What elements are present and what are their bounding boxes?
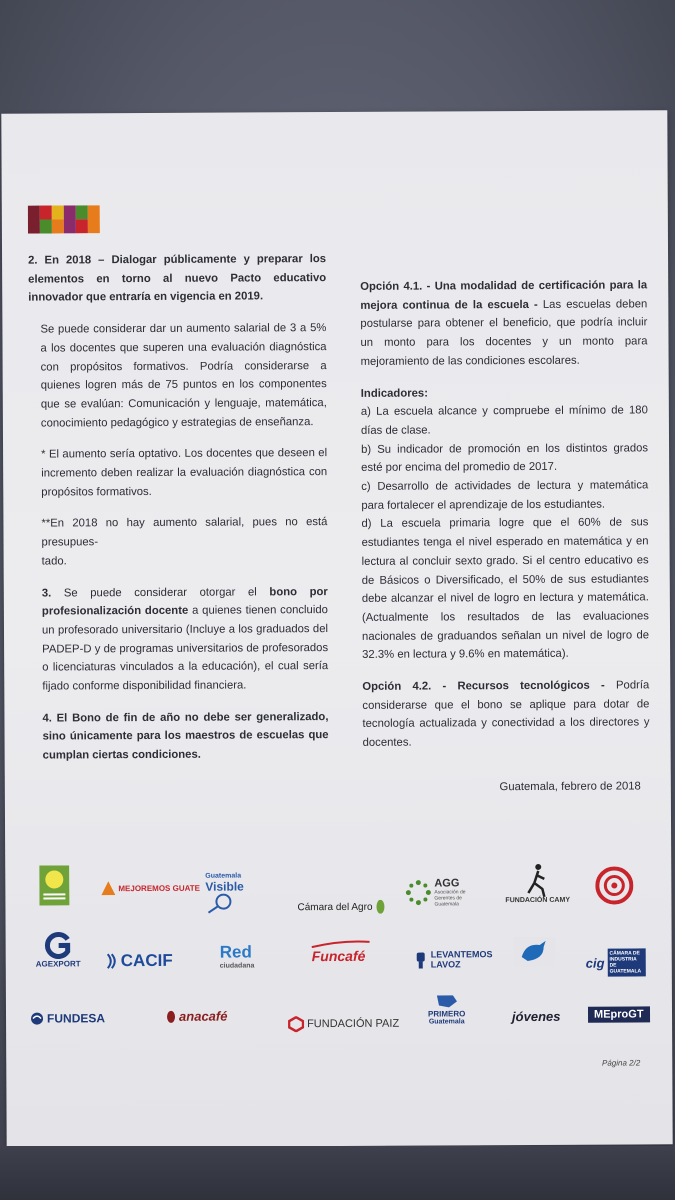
document-page [1,110,672,1147]
logo-agexport: AGEXPORT [36,931,81,968]
indicator-b: b) Su indicador de promoción en los distintos grados esté por encima del promedio de 2017. [361,441,649,475]
option-4-1: Opción 4.1. - Una modalidad de certificación para la mejora continua de la escuela - Las escuelas deben postularse para obtener el beneficio, que podría incluir un monto para los docentes y un monto para mejoramiento de las condiciones escolares. [360,279,648,368]
logo-camara-industria: cig CÁMARA DE INDUSTRIA DE GUATEMALA [586,948,646,976]
logo-jovenes: jóvenes [511,1008,561,1025]
logo-twitter-bird [514,937,556,967]
logo-cacif: CACIF [106,951,173,971]
mejoremos-icon [101,881,115,895]
logo-anacafe: anacafé [166,1009,227,1024]
indicators-title: Indicadores: [360,387,428,400]
target-icon [595,866,633,904]
runner-icon [523,863,553,897]
place-date: Guatemala, febrero de 2018 [499,780,641,794]
logo-fundacion-paiz: FUNDACIÓN PAIZ [288,1016,399,1033]
note-optional: * El aumento sería optativo. Los docentes que deseen el incremento deben realizar la evaluación diagnóstica con propósitos formativos. [41,447,328,499]
bird-icon [514,937,556,967]
left-column [28,250,329,778]
empresarios-logo-icon [39,865,69,905]
logo-guatemala-visible: Guatemala Visible [205,872,244,913]
agexport-g-icon [44,931,72,959]
indicator-c: c) Desarrollo de actividades de lectura y matemática para fortalecer el aprendizaje de los estudiantes. [361,479,649,512]
logo-funcafe: Funcafé [312,940,370,964]
logo-alianza-educacion [595,866,633,904]
right-column [360,276,650,765]
logo-mejoremos-guate: MEJOREMOS GUATE [101,881,200,896]
note-no-increase: **En 2018 no hay aumento salarial, pues no está presupues- tado. [41,516,328,568]
item4: 4. El Bono de fin de año no debe ser generalizado, sino únicamente para los maestros de escuelas que cumplan ciertas condiciones. [42,710,329,762]
item2-heading: 2. En 2018 – Dialogar públicamente y preparar los elementos en torno al nuevo Pacto educativo innovador que entraría en vigencia en 2019. [28,253,327,305]
logo-meprogt: MEproGT [588,1006,650,1022]
item3: 3. Se puede considerar otorgar el bono por profesionalización docente a quienes tienen concluido un profesorado universitario (Incluye a los graduados del PADEP-D y de programas universitarios de profesorados o licenciaturas vinculados a la educación), el cual sería fijado conforme disponibilidad financiera. [41,585,329,693]
indicator-d: d) La escuela primaria logre que el 60% de sus estudiantes tenga el nivel esperado en matemática y en lectura al concluir sexto grado. Si el centro educativo es de Básicos o Diversificado, el 50% de sus estudiantes debe alcanzar el nivel de logro en lectura y matemática. (Actualmente los resultados de las evaluaciones nacionales de graduandos señalan un nivel de logro de 32.3% en lectura y 9.6% en matemática). [361,516,650,662]
indicator-a: a) La escuela alcance y compruebe el mínimo de 180 días de clase. [360,404,648,437]
logo-red-ciudadana: Red ciudadana [219,942,255,970]
item2-body: Se puede considerar dar un aumento salarial de 3 a 5% a los docentes que superen una evaluación diagnóstica con propósitos formativos. Podría considerarse a quienes logren más de 75 puntos en los componentes que se evalúan: Comunicación y lenguaje, matemática, conocimiento pedagógico y estrategias de enseñanza. [40,322,327,430]
cacif-stripes-icon [106,952,118,970]
bottom-shadow [0,1146,675,1200]
logo-primero-guatemala: PRIMERO Guatemala [428,993,466,1025]
paiz-hexagon-icon [288,1016,304,1032]
agg-dots-icon [405,880,431,906]
logo-camara-agro: Cámara del Agro [297,900,385,914]
guatemala-map-icon [433,993,461,1009]
fundesa-swirl-icon [30,1012,44,1026]
brand-stripes-logo [28,205,100,233]
logo-empresarios-educacion [39,865,69,905]
logo-fundesa: FUNDESA [30,1011,105,1025]
page-number: Página 2/2 [601,1058,641,1068]
logo-fundacion-camy: FUNDACIÓN CAMY [505,863,570,904]
coffee-bean-icon [166,1009,176,1023]
magnifier-icon [205,894,235,914]
leaf-icon [375,900,385,914]
option-4-2: Opción 4.2. - Recursos tecnológicos - Podría considerarse que el bono se aplique para dotar de tecnología actualizada y conectividad a los directores y docentes. [362,679,650,750]
raised-fist-icon [414,951,428,969]
logo-levantemos-la-voz: LEVANTEMOS LAVOZ [414,949,471,969]
logo-agg: AGG Asociación de Gerentes de Guatemala [405,877,484,907]
